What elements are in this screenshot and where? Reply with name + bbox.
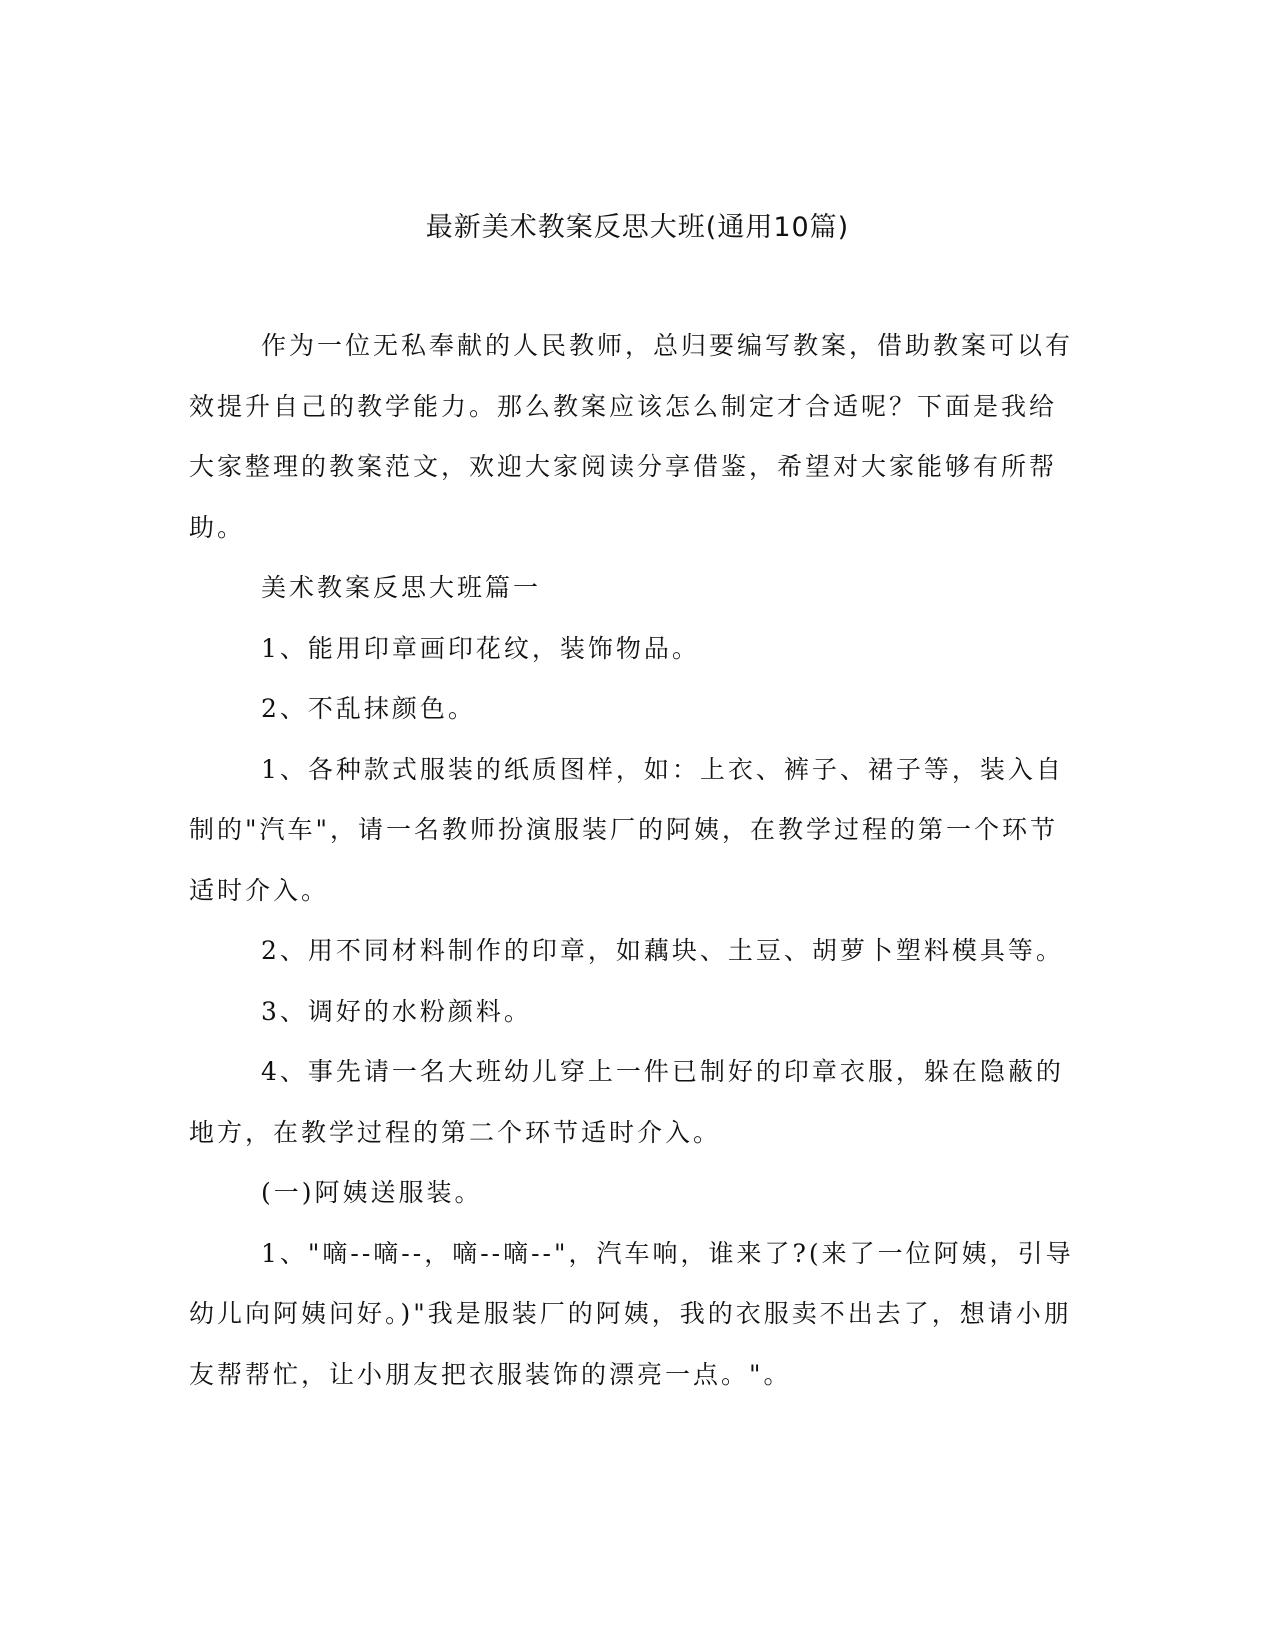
process-heading: (一)阿姨送服装。 xyxy=(261,1178,483,1207)
process-item-1: 1、"嘀--嘀--，嘀--嘀--"，汽车响，谁来了?(来了一位阿姨，引导幼儿向阿姨问好。)"我是服装厂的阿姨，我的衣服卖不出去了，想请小朋友帮帮忙，让小朋友把衣服装饰的漂亮一点。"。 xyxy=(189,1238,1074,1389)
goal-item-1: 1、能用印章画印花纹，装饰物品。 xyxy=(261,633,700,663)
material-item-1: 1、各种款式服装的纸质图样，如：上衣、裤子、裙子等，装入自制的"汽车"，请一名教师扮演服装厂的阿姨，在教学过程的第一个环节适时介入。 xyxy=(189,754,1064,905)
section-heading: 美术教案反思大班篇一 xyxy=(261,573,542,602)
intro-paragraph: 作为一位无私奉献的人民教师，总归要编写教案，借助教案可以有效提升自己的教学能力。那么教案应该怎么制定才合适呢？下面是我给大家整理的教案范文，欢迎大家阅读分享借鉴，希望对大家能够有所帮助。 xyxy=(189,331,1074,542)
document-title: 最新美术教案反思大班(通用10篇) xyxy=(425,212,850,243)
document-body xyxy=(189,316,1079,1405)
goal-item-2: 2、不乱抹颜色。 xyxy=(261,694,476,723)
material-item-2: 2、用不同材料制作的印章，如藕块、土豆、胡萝卜塑料模具等。 xyxy=(261,936,1064,965)
material-item-4: 4、事先请一名大班幼儿穿上一件已制好的印章衣服，躲在隐蔽的地方，在教学过程的第二个环节适时介入。 xyxy=(189,1057,1064,1147)
material-item-3: 3、调好的水粉颜料。 xyxy=(261,996,532,1026)
